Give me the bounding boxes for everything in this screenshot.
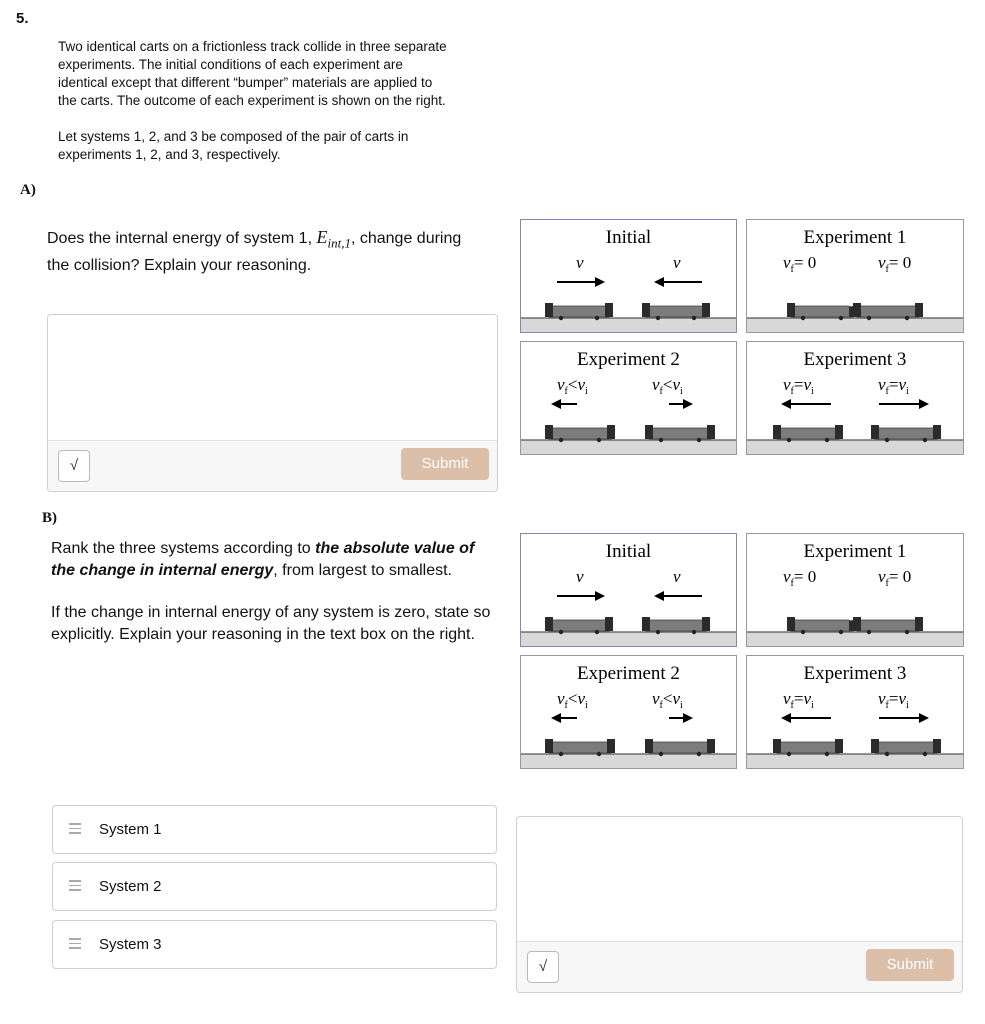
velocity-label: v [673,567,681,586]
part-a-label: A) [20,182,36,198]
part-b-label: B) [42,510,57,526]
symbol-e: E [316,227,328,247]
submit-button-b[interactable]: Submit [866,949,954,981]
final-velocity-label: $v_f<v_i$ [652,375,683,397]
final-velocity-label: $v_f<v_i$ [557,689,588,711]
math-input-button-a[interactable]: √ [58,450,90,482]
rank-item-system-1[interactable] [52,805,497,854]
rank-item-system-2[interactable] [52,862,497,911]
panel-title: Experiment 3 [803,663,907,684]
panel-exp3 [746,655,964,769]
part-a-question-start: Does the internal energy of system 1, [47,230,313,247]
part-a-question-end: , change during the collision? Explain your reasoning. [47,230,462,274]
final-velocity-label: $v_f<v_i$ [652,689,683,711]
panel-title: Experiment 1 [803,541,907,562]
panel-exp1 [746,219,964,333]
final-velocity-label: $v_f=v_i$ [878,689,909,711]
intro-text [58,38,448,182]
final-velocity-label: $v_f=v_i$ [783,689,814,711]
panel-title: Experiment 2 [577,663,680,684]
velocity-label: v [576,567,584,586]
part-a-question [47,226,487,277]
final-velocity-label: $v_f= 0$ [783,567,817,589]
panel-title: Experiment 1 [803,227,907,248]
symbol-subscript: int,1 [327,235,351,251]
internal-energy-symbol [316,227,351,251]
panel-title: Experiment 3 [803,349,907,370]
part-b-emphasis: the absolute value of the change in internal energy [51,540,475,579]
panel-title: Experiment 2 [577,349,680,370]
part-b-paragraph-2: If the change in internal energy of any system is zero, state so explicitly. Explain your reasoning in the text box on the right. [51,604,491,643]
part-b-paragraph-1 [51,538,496,582]
panel-exp1 [746,533,964,647]
rank-item-system-3[interactable] [52,920,497,969]
final-velocity-label: $v_f=v_i$ [878,375,909,397]
panel-title: Initial [605,227,652,248]
final-velocity-label: $v_f<v_i$ [557,375,588,397]
submit-button-a[interactable]: Submit [401,448,489,480]
velocity-label: v [673,253,681,272]
drag-handle-icon[interactable] [69,880,81,894]
panel-exp3 [746,341,964,455]
math-input-button-b[interactable]: √ [527,951,559,983]
answer-box-a [47,314,498,492]
velocity-label: v [576,253,584,272]
answer-text-area-b[interactable] [517,817,962,940]
part-b-question [51,538,496,666]
final-velocity-label: $v_f= 0$ [878,253,912,275]
answer-toolbar-b [517,941,962,992]
answer-text-area-a[interactable] [48,315,497,439]
panel-initial [520,219,737,333]
panel-title: Initial [605,541,652,562]
final-velocity-label: $v_f= 0$ [783,253,817,275]
drag-handle-icon[interactable] [69,823,81,837]
answer-toolbar-a [48,440,497,491]
part-b-text-end: , from largest to smallest. [273,562,452,579]
rank-item-label: System 3 [99,936,162,953]
panel-exp2 [520,655,737,769]
final-velocity-label: $v_f=v_i$ [783,375,814,397]
answer-box-b [516,816,963,993]
final-velocity-label: $v_f= 0$ [878,567,912,589]
panel-exp2 [520,341,737,455]
rank-item-label: System 1 [99,821,162,838]
drag-handle-icon[interactable] [69,938,81,952]
part-b-text-start: Rank the three systems according to [51,540,316,557]
question-number: 5. [16,10,29,27]
intro-paragraph-1: Two identical carts on a frictionless track collide in three separate experiments. The initial conditions of each experiment are identical except that different “bumper” materials are applied to the carts. The outcome of each experiment is shown on the right. [58,39,447,108]
panel-initial [520,533,737,647]
intro-paragraph-2: Let systems 1, 2, and 3 be composed of the pair of carts in experiments 1, 2, and 3, respectively. [58,129,409,162]
rank-item-label: System 2 [99,878,162,895]
